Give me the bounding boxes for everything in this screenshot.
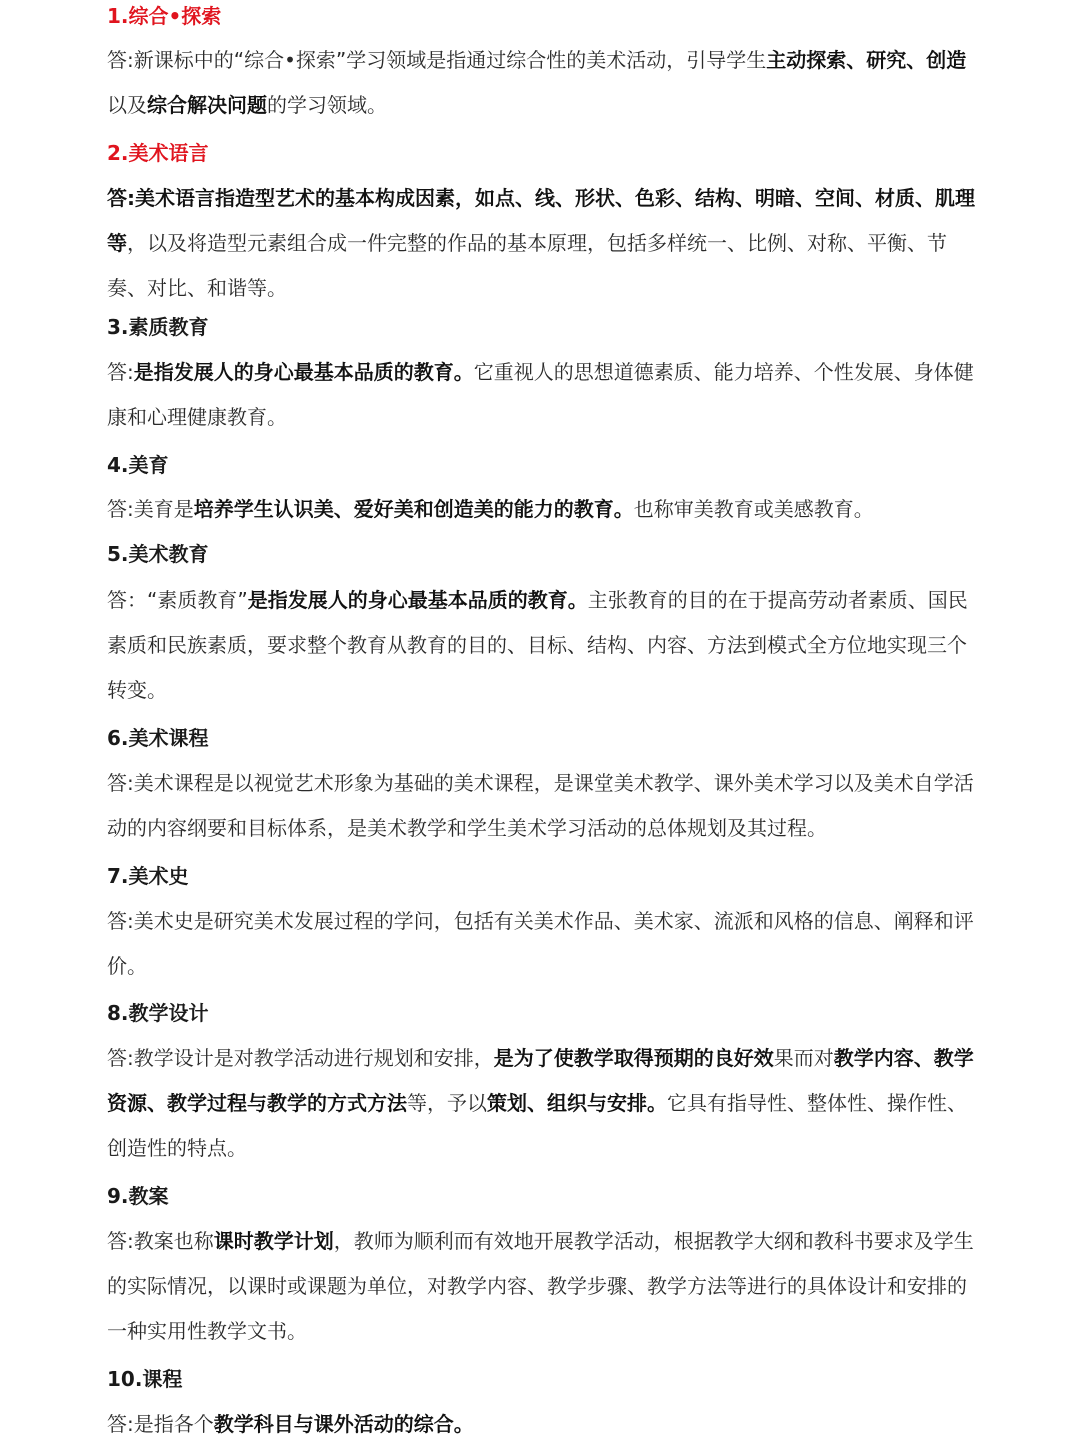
term-answer-4 bbox=[107, 487, 977, 532]
answer-text: ，教师为顺利而有效地开展教学活动，根据教学大纲和教科书要求及学生的实际情况，以课时或课题为单位，对教学内容、教学步骤、教学方法等进行的具体设计和安排的一种实用性教学文书。 bbox=[107, 1229, 974, 1343]
term-heading-2: 2.美术语言 bbox=[107, 141, 209, 165]
term-heading-6: 6.美术课程 bbox=[107, 726, 209, 750]
answer-text: 答:新课标中的“综合•探索”学习领域是指通过综合性的美术活动，引导学生 bbox=[107, 48, 767, 72]
answer-text: 答:是指各个 bbox=[107, 1412, 214, 1436]
answer-emphasis: 是指发展人的身心最基本品质的教育。 bbox=[247, 588, 588, 612]
answer-emphasis: 主动探索、研究、创造 bbox=[766, 48, 967, 72]
answer-text: 答: bbox=[107, 360, 134, 384]
answer-text: 答:美育是 bbox=[107, 497, 194, 521]
term-heading-7: 7.美术史 bbox=[107, 864, 189, 888]
answer-emphasis: 教学内容、教学资源、教学过程与教学的方式方法 bbox=[107, 1046, 974, 1115]
answer-emphasis: 是为了使教学取得预期的良好效 bbox=[493, 1046, 774, 1070]
term-heading-9: 9.教案 bbox=[107, 1184, 169, 1208]
term-answer-1 bbox=[107, 38, 977, 128]
answer-text: 主张教育的目的在于提高劳动者素质、国民素质和民族素质，要求整个教育从教育的目的、目标、结构、内容、方法到模式全方位地实现三个转变。 bbox=[107, 588, 968, 702]
term-answer-6 bbox=[107, 761, 977, 851]
answer-text: ，以及将造型元素组合成一件完整的作品的基本原理，包括多样统一、比例、对称、平衡、节奏、对比、和谐等。 bbox=[107, 231, 947, 300]
answer-text: 答：“素质教育” bbox=[107, 588, 248, 612]
term-answer-5 bbox=[107, 578, 977, 713]
term-answer-3 bbox=[107, 350, 977, 440]
answer-emphasis: 综合解决问题 bbox=[147, 93, 267, 117]
term-heading-1: 1.综合•探索 bbox=[107, 4, 222, 28]
answer-emphasis: 策划、组织与安排。 bbox=[487, 1091, 667, 1115]
term-answer-10 bbox=[107, 1402, 977, 1447]
answer-text: 答:教学设计是对教学活动进行规划和安排， bbox=[107, 1046, 494, 1070]
term-answer-2 bbox=[107, 176, 977, 311]
term-heading-3: 3.素质教育 bbox=[107, 315, 209, 339]
term-answer-8 bbox=[107, 1036, 977, 1171]
answer-text: 答:美术史是研究美术发展过程的学问，包括有关美术作品、美术家、流派和风格的信息、阐释和评价。 bbox=[107, 909, 974, 978]
answer-text: 以及 bbox=[107, 93, 147, 117]
term-heading-4: 4.美育 bbox=[107, 453, 169, 477]
term-heading-10: 10.课程 bbox=[107, 1367, 183, 1391]
answer-text: 等，予以 bbox=[407, 1091, 487, 1115]
answer-emphasis: 教学科目与课外活动的综合。 bbox=[213, 1412, 474, 1436]
term-heading-5: 5.美术教育 bbox=[107, 542, 209, 566]
answer-emphasis: 课时教学计划 bbox=[213, 1229, 334, 1253]
answer-text: 也称审美教育或美感教育。 bbox=[633, 497, 874, 521]
answer-text: 答:教案也称 bbox=[107, 1229, 214, 1253]
answer-emphasis: 培养学生认识美、爱好美和创造美的能力的教育。 bbox=[193, 497, 634, 521]
answer-text: 的学习领域。 bbox=[267, 93, 387, 117]
answer-emphasis: 是指发展人的身心最基本品质的教育。 bbox=[133, 360, 474, 384]
term-answer-9 bbox=[107, 1219, 977, 1354]
answer-text: 它重视人的思想道德素质、能力培养、个性发展、身体健康和心理健康教育。 bbox=[107, 360, 974, 429]
answer-text: 它具有指导性、整体性、操作性、创造性的特点。 bbox=[107, 1091, 967, 1160]
answer-emphasis: 答:美术语言指造型艺术的基本构成因素，如点、线、形状、色彩、结构、明暗、空间、材质、肌理等 bbox=[107, 186, 975, 255]
answer-text: 答:美术课程是以视觉艺术形象为基础的美术课程，是课堂美术教学、课外美术学习以及美术自学活动的内容纲要和目标体系，是美术教学和学生美术学习活动的总体规划及其过程。 bbox=[107, 771, 974, 840]
answer-text: 果而对 bbox=[773, 1046, 834, 1070]
term-heading-8: 8.教学设计 bbox=[107, 1001, 209, 1025]
term-answer-7 bbox=[107, 899, 977, 989]
